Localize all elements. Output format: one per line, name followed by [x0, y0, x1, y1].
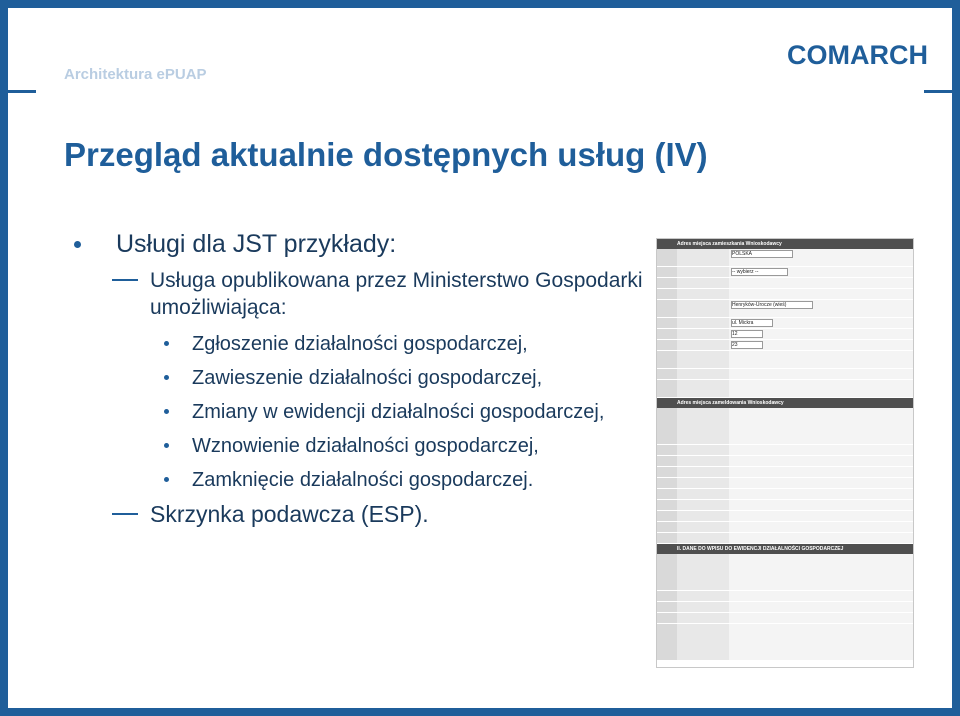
country-select[interactable]: POLSKA: [731, 250, 793, 258]
form-row: [657, 613, 913, 624]
slide: [8, 8, 952, 708]
bullet-dot-icon: [164, 477, 169, 482]
form-row: [657, 624, 913, 661]
form-section-header: II. DANE DO WPISU DO EWIDENCJI DZIAŁALNOŚCI GOSPODARCZEJ: [657, 544, 913, 554]
form-row: [657, 267, 913, 278]
form-row: [657, 602, 913, 613]
bullet-dot-icon: [164, 375, 169, 380]
flat-input[interactable]: 23: [731, 341, 763, 349]
form-row: [657, 445, 913, 456]
form-row: [657, 318, 913, 329]
header-divider-left: [8, 90, 36, 93]
form-row: [657, 467, 913, 478]
number-input[interactable]: 12: [731, 330, 763, 338]
header-label: Architektura ePUAP: [64, 66, 207, 83]
bullet-level2: [74, 267, 654, 321]
bullet-level2: [74, 501, 654, 528]
dash-icon: [112, 513, 138, 515]
form-section-header: Adres miejsca zamieszkania Wnioskodawcy: [657, 239, 913, 249]
bullet-level2-text: Usługa opublikowana przez Ministerstwo Gospodarki umożliwiająca:: [150, 269, 643, 319]
slide-title: Przegląd aktualnie dostępnych usług (IV): [64, 136, 708, 173]
form-row: [657, 408, 913, 445]
form-screenshot: [656, 238, 914, 668]
form-row: [657, 478, 913, 489]
form-row: [657, 456, 913, 467]
bullet-level3-text: Zamknięcie działalności gospodarczej.: [192, 469, 534, 491]
street-input[interactable]: ul. Mickra: [731, 319, 773, 327]
form-row: [657, 500, 913, 511]
dash-icon: [112, 279, 138, 281]
bullet-level2-text: Skrzynka podawcza (ESP).: [150, 501, 429, 527]
bullet-level3: [74, 433, 654, 459]
bullet-level3: [74, 399, 654, 425]
form-row: [657, 289, 913, 300]
form-row: [657, 554, 913, 591]
form-row: [657, 489, 913, 500]
form-row: [657, 351, 913, 369]
comarch-logo: COMARCH: [787, 40, 928, 70]
bullet-dot-icon: [164, 409, 169, 414]
form-row: [657, 522, 913, 533]
form-row: [657, 329, 913, 340]
bullet-content: [74, 230, 654, 530]
bullet-level3-text: Wznowienie działalności gospodarczej,: [192, 435, 539, 457]
bullet-level3-text: Zawieszenie działalności gospodarczej,: [192, 367, 543, 389]
form-row: [657, 249, 913, 267]
bullet-level3: [74, 467, 654, 493]
bullet-dot-icon: [74, 241, 81, 248]
form-row: [657, 533, 913, 544]
city-input[interactable]: Henryków-Urocze (wieś): [731, 301, 813, 309]
bullet-level3: [74, 331, 654, 357]
bullet-level1-text: Usługi dla JST przykłady:: [116, 230, 397, 258]
form-row: [657, 278, 913, 289]
form-row: [657, 340, 913, 351]
form-row: [657, 300, 913, 318]
form-row: [657, 369, 913, 380]
bullet-dot-icon: [164, 341, 169, 346]
bullet-level3-text: Zmiany w ewidencji działalności gospodarczej,: [192, 401, 605, 423]
form-row: [657, 511, 913, 522]
bullet-level1: [74, 230, 654, 259]
bullet-level3: [74, 365, 654, 391]
bullet-level3-text: Zgłoszenie działalności gospodarczej,: [192, 333, 528, 355]
bullet-dot-icon: [164, 443, 169, 448]
voivodeship-select[interactable]: -- wybierz --: [731, 268, 788, 276]
form-row: [657, 591, 913, 602]
header-divider-right: [924, 90, 952, 93]
form-row: [657, 380, 913, 398]
form-section-header: Adres miejsca zameldowania Wnioskodawcy: [657, 398, 913, 408]
